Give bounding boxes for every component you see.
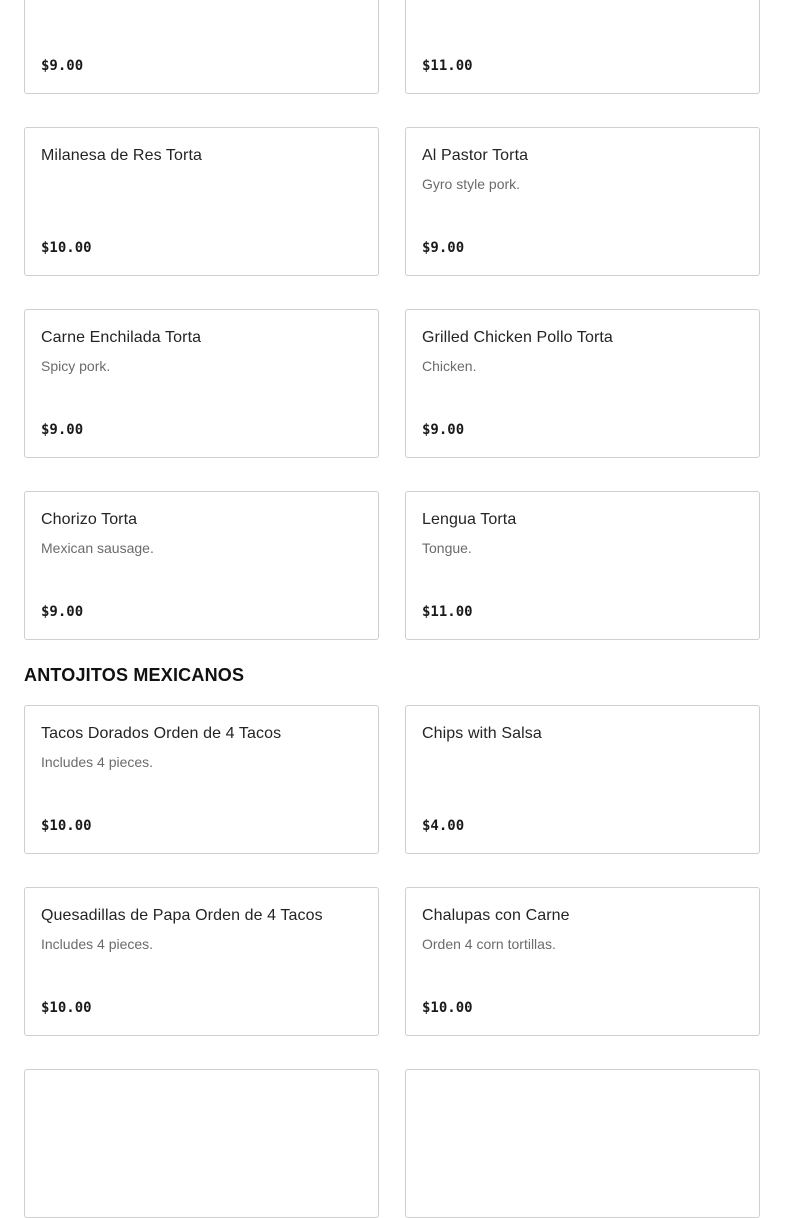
menu-item-card[interactable] bbox=[405, 887, 760, 1036]
menu-item-name: Chips with Salsa bbox=[422, 725, 542, 742]
section-title: ANTOJITOS MEXICANOS bbox=[24, 665, 245, 685]
menu-item-description: Tongue. bbox=[422, 540, 472, 556]
menu-item-card[interactable] bbox=[24, 705, 379, 854]
menu-item-name: Tacos Dorados Orden de 4 Tacos bbox=[41, 725, 282, 742]
menu-item-name: Chalupas con Carne bbox=[422, 907, 570, 924]
menu-item-card[interactable] bbox=[24, 1069, 379, 1218]
menu-item-price: $9.00 bbox=[41, 422, 84, 438]
menu-item-price: $10.00 bbox=[41, 240, 92, 256]
menu-item-description: Spicy pork. bbox=[41, 358, 111, 374]
menu-item-price: $11.00 bbox=[422, 604, 473, 620]
menu-item-card[interactable] bbox=[24, 127, 379, 276]
menu-item-name: Chorizo Torta bbox=[41, 511, 138, 528]
menu-item-name: Lengua Torta bbox=[422, 511, 517, 528]
menu-item-card[interactable] bbox=[24, 887, 379, 1036]
menu-item-name: Carne Enchilada Torta bbox=[41, 329, 202, 346]
menu-item-description: Chicken. bbox=[422, 358, 477, 374]
menu-item-description: Includes 4 pieces. bbox=[41, 754, 154, 770]
menu-item-description: Gyro style pork. bbox=[422, 176, 521, 192]
menu-item-description: Mexican sausage. bbox=[41, 540, 154, 556]
menu-item-description: Orden 4 corn tortillas. bbox=[422, 936, 556, 952]
menu-item-card[interactable] bbox=[24, 0, 379, 94]
menu-item-card[interactable] bbox=[405, 491, 760, 640]
menu-item-price: $9.00 bbox=[41, 604, 84, 620]
menu-item-name: Milanesa de Res Torta bbox=[41, 147, 202, 164]
menu-item-name: Grilled Chicken Pollo Torta bbox=[422, 329, 613, 346]
menu-item-card[interactable] bbox=[405, 1069, 760, 1218]
menu-item-name: Quesadillas de Papa Orden de 4 Tacos bbox=[41, 907, 323, 924]
menu-item-price: $4.00 bbox=[422, 818, 465, 834]
menu-item-price: $10.00 bbox=[41, 1000, 92, 1016]
menu-item-price: $10.00 bbox=[41, 818, 92, 834]
menu-item-card[interactable] bbox=[405, 705, 760, 854]
menu-item-description: Includes 4 pieces. bbox=[41, 936, 154, 952]
menu-item-card[interactable] bbox=[405, 0, 760, 94]
menu-item-card[interactable] bbox=[24, 309, 379, 458]
menu-item-price: $11.00 bbox=[422, 58, 473, 74]
menu-item-card[interactable] bbox=[405, 309, 760, 458]
menu-item-price: $9.00 bbox=[41, 58, 84, 74]
menu-item-name: Al Pastor Torta bbox=[422, 147, 529, 164]
menu-item-price: $10.00 bbox=[422, 1000, 473, 1016]
menu-item-card[interactable] bbox=[405, 127, 760, 276]
menu-item-price: $9.00 bbox=[422, 240, 465, 256]
menu-item-price: $9.00 bbox=[422, 422, 465, 438]
menu-item-card[interactable] bbox=[24, 491, 379, 640]
